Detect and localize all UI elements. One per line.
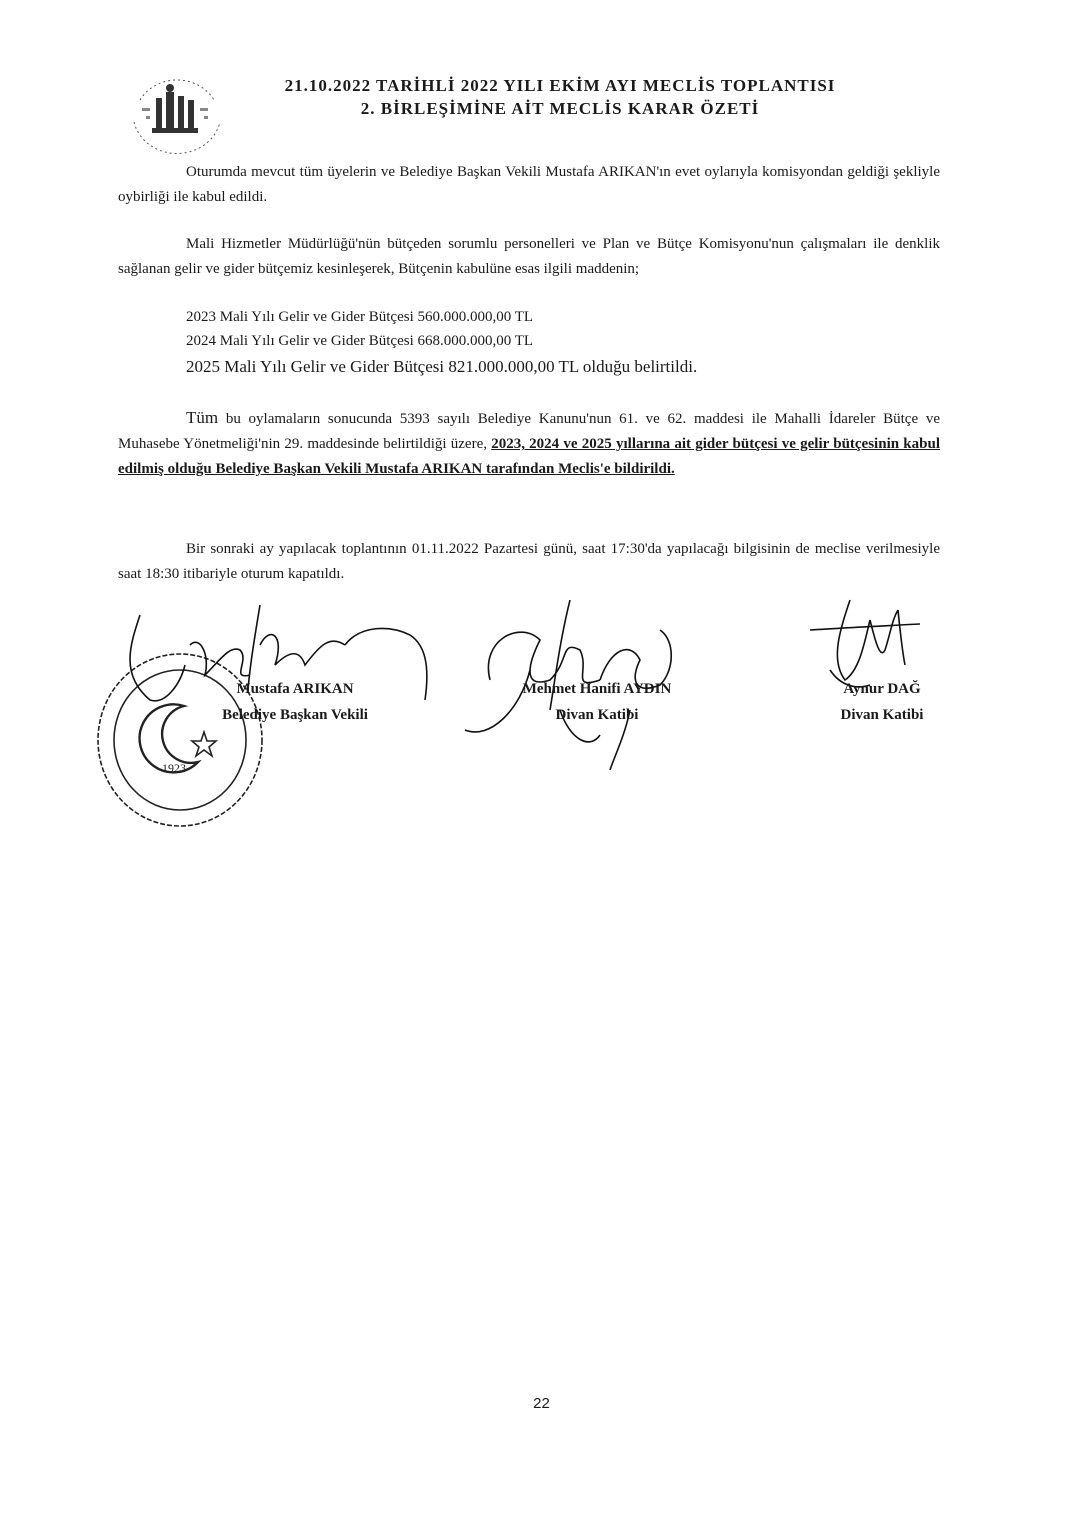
signer-title: Divan Katibi: [840, 707, 924, 723]
budget-line-2024: 2024 Mali Yılı Gelir ve Gider Bütçesi 668.000.000,00 TL: [186, 333, 534, 349]
paragraph-budget-acceptance: [118, 405, 940, 482]
budget-list: [186, 305, 697, 381]
paragraph-budget-intro: Mali Hizmetler Müdürlüğü'nün bütçeden sorumlu personelleri ve Plan ve Bütçe Komisyonu'nun çalışmaları ile denklik sağlanan gelir ve gider bütçemiz kesinleşerek, Bütçenin kabulüne esas ilgili maddenin;: [118, 236, 940, 277]
signer-name: Mehmet Hanifi AYDIN: [522, 681, 672, 697]
emphasized-statement: 2023, 2024 ve 2025 yıllarına ait gider bütçesi ve gelir bütçesinin kabul edilmiş olduğu Belediye Başkan Vekili Mustafa ARIKAN tarafından Meclis'e bildirildi.: [118, 436, 940, 477]
header-subtitle: 2. BİRLEŞİMİNE AİT MECLİS KARAR ÖZETİ: [360, 99, 760, 118]
signer-name: Aynur DAĞ: [843, 681, 921, 697]
budget-line-2025: 2025 Mali Yılı Gelir ve Gider Bütçesi 821.000.000,00 TL olduğu belirtildi.: [186, 357, 698, 376]
stamp-year: 1923: [162, 761, 186, 775]
document-header: [200, 75, 920, 121]
budget-line-2023: 2023 Mali Yılı Gelir ve Gider Bütçesi 560.000.000,00 TL: [186, 309, 534, 325]
signature-block-secretary-2: [802, 676, 962, 728]
paragraph-lead-word: Tüm: [186, 408, 219, 427]
signature-block-secretary-1: [472, 676, 722, 728]
header-title: 21.10.2022 TARİHLİ 2022 YILI EKİM AYI MECLİS TOPLANTISI: [284, 76, 836, 95]
paragraph-body: bu oylamaların sonucunda 5393 sayılı Belediye Kanunu'nun 61. ve 62. maddesi ile Mahalli İdareler Bütçe ve Muhasebe Yönetmeliği'nin 29. maddesinde belirtildiği üzere,: [118, 411, 940, 452]
official-seal-stamp: [88, 640, 268, 830]
signer-title: Divan Katibi: [555, 707, 639, 723]
signature-block-mayor: [200, 676, 390, 728]
page-number: 22: [533, 1395, 550, 1412]
signer-name: Mustafa ARIKAN: [236, 681, 354, 697]
paragraph-vote-result: Oturumda mevcut tüm üyelerin ve Belediye Başkan Vekili Mustafa ARIKAN'ın evet oylarıyla komisyondan geldiği şekliyle oybirliği ile kabul edildi.: [118, 164, 940, 205]
paragraph-next-meeting: Bir sonraki ay yapılacak toplantının 01.11.2022 Pazartesi günü, saat 17:30'da yapılacağı bilgisinin de meclise verilmesiyle saat 18:30 itibariyle oturum kapatıldı.: [118, 541, 940, 582]
signer-title: Belediye Başkan Vekili: [222, 707, 368, 723]
